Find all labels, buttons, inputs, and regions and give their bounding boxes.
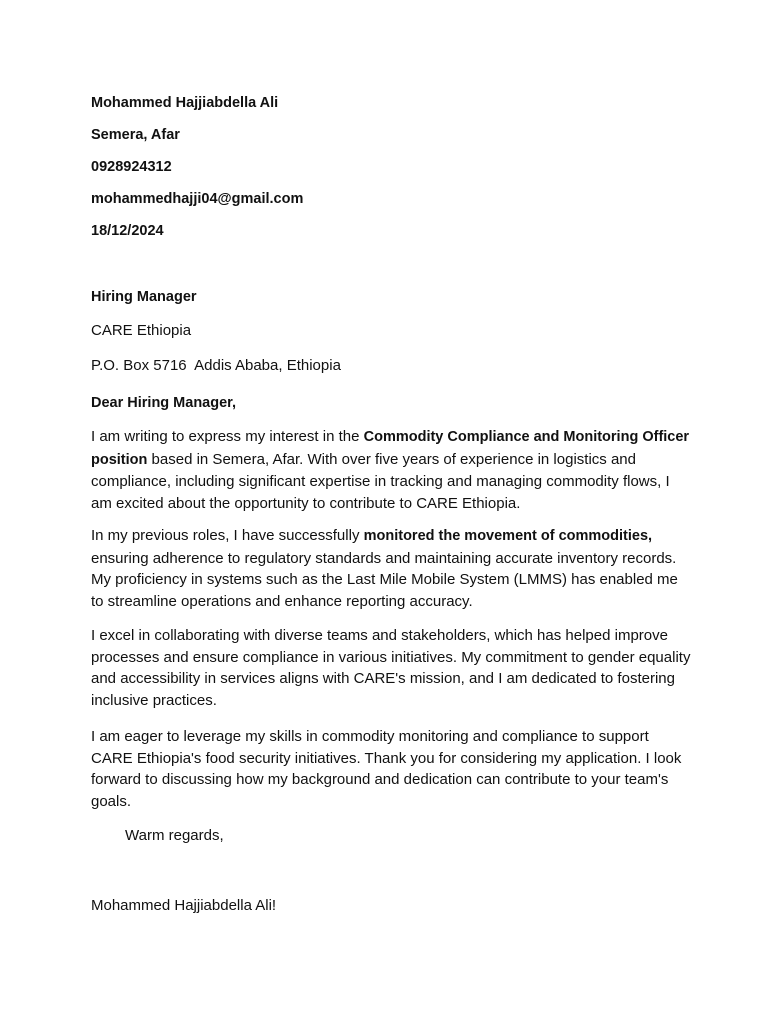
recipient-title: Hiring Manager bbox=[91, 289, 197, 305]
sender-email: mohammedhajji04@gmail.com bbox=[91, 191, 304, 207]
recipient-organization: CARE Ethiopia bbox=[91, 322, 192, 339]
paragraph-1 bbox=[91, 426, 691, 514]
paragraph-4: I am eager to leverage my skills in commodity monitoring and compliance to support CARE Ethiopia's food security initiatives. Thank you for considering my application. I look forward to discussing how my background and dedication can contribute to your team's goals. bbox=[91, 728, 682, 810]
signature: Mohammed Hajjiabdella Ali! bbox=[91, 897, 277, 914]
paragraph-2-text-a: In my previous roles, I have successfully bbox=[91, 527, 364, 544]
paragraph-3: I excel in collaborating with diverse teams and stakeholders, which has helped improve processes and ensure compliance in various initiatives. My commitment to gender equality and accessibility in services aligns with CARE's mission, and I am dedicated to fostering inclusive practices. bbox=[91, 627, 691, 709]
paragraph-2-text-c: ensuring adherence to regulatory standards and maintaining accurate inventory records. My proficiency in systems such as the Last Mile Mobile System (LMMS) has enabled me to streamline operations and enhance reporting accuracy. bbox=[91, 549, 678, 610]
recipient-address: P.O. Box 5716 Addis Ababa, Ethiopia bbox=[91, 357, 341, 374]
paragraph-2-emphasis: monitored the movement of commodities, bbox=[363, 528, 653, 544]
sender-phone: 0928924312 bbox=[91, 159, 172, 175]
sender-location: Semera, Afar bbox=[91, 127, 180, 143]
paragraph-1-text-c: based in Semera, Afar. With over five years of experience in logistics and compliance, including significant expertise in tracking and managing commodity flows, I am excited about the opportunity to contribute to CARE Ethiopia. bbox=[91, 450, 670, 512]
paragraph-1-emphasis: Commodity Compliance and Monitoring Officer position bbox=[91, 429, 690, 468]
closing: Warm regards, bbox=[125, 827, 224, 844]
paragraph-1-text-a: I am writing to express my interest in the bbox=[91, 428, 364, 445]
paragraph-2 bbox=[91, 525, 691, 612]
salutation: Dear Hiring Manager, bbox=[91, 395, 237, 411]
sender-name: Mohammed Hajjiabdella Ali bbox=[91, 95, 279, 111]
letter-date: 18/12/2024 bbox=[91, 223, 164, 239]
